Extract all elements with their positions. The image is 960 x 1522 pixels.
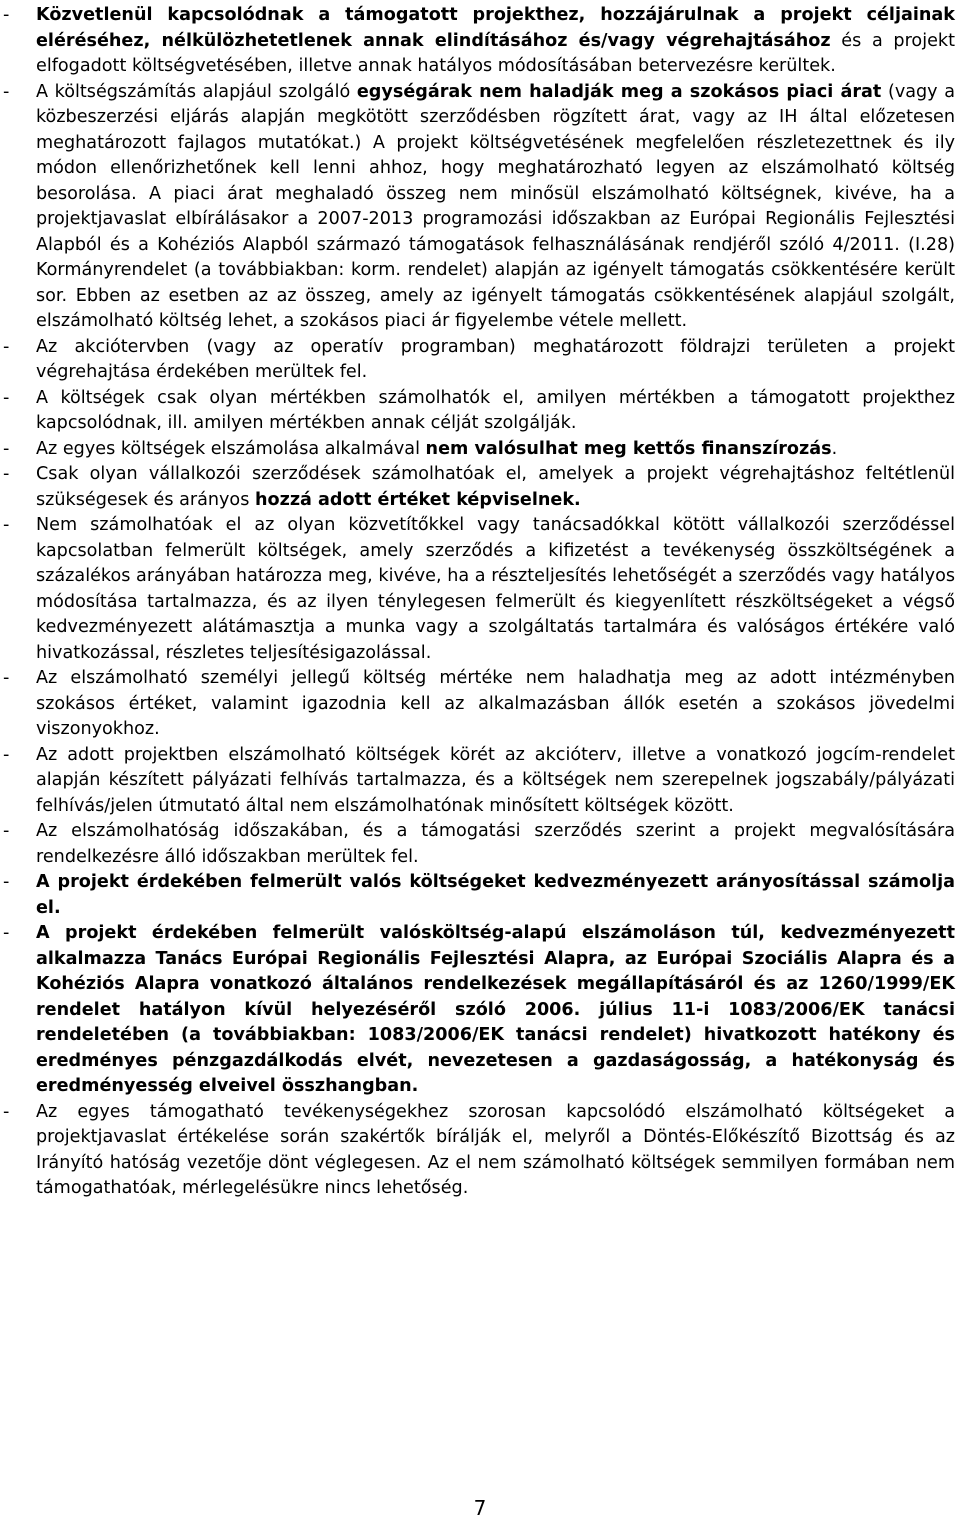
list-item-text bbox=[36, 80, 955, 335]
text-segment: és a projekt elfogadott költségvetésében, illetve annak hatályos módosításában betervezésre kerültek. bbox=[36, 30, 955, 76]
bold-text: Közvetlenül kapcsolódnak a támogatott projekthez, hozzájárulnak a projekt céljainak eléréséhez, nélkülözhetetlenek annak elindításához és/vagy végrehajtásához bbox=[36, 5, 955, 51]
list-item bbox=[0, 921, 960, 1100]
list-item-text bbox=[36, 3, 955, 80]
list-item bbox=[0, 462, 960, 513]
text-segment: Az elszámolható személyi jellegű költség mértéke nem haladhatja meg az adott intézményben szokásos értéket, valamint igazodnia kell az alkalmazásban állók esetén a szokásos jövedelmi viszonyokhoz. bbox=[36, 668, 955, 739]
text-segment: Az egyes költségek elszámolása alkalmával bbox=[36, 438, 426, 459]
criteria-list bbox=[0, 3, 960, 1202]
bullet-dash: - bbox=[3, 464, 10, 484]
bullet-dash: - bbox=[3, 872, 10, 892]
bullet-dash: - bbox=[3, 923, 10, 943]
page-number: 7 bbox=[473, 1496, 487, 1520]
text-segment: Nem számolhatóak el az olyan közvetítőkkel vagy tanácsadókkal kötött vállalkozói szerződéssel kapcsolatban felmerült költségek, amely szerződés a kifizetést a tevékenység összköltségének a százalékos arányában határozza meg, kivéve, ha a részteljesítés lehetőségét a szerződés vagy hatályos módosítása tartalmazza, és az ilyen ténylegesen felmerült és kiegyenlített részköltségeket a végső kedvezményezett alátámasztja a munka vagy a szolgáltatás tartalmára és valóságos értékére való hivatkozással, részletes teljesítésigazolással. bbox=[36, 515, 955, 663]
text-segment: Az akciótervben (vagy az operatív programban) meghatározott földrajzi területen a projekt végrehajtása érdekében merültek fel. bbox=[36, 336, 955, 382]
list-item-text bbox=[36, 1100, 955, 1202]
bullet-dash: - bbox=[3, 821, 10, 841]
list-item bbox=[0, 80, 960, 335]
list-item bbox=[0, 335, 960, 386]
bullet-dash: - bbox=[3, 668, 10, 688]
list-item-text bbox=[36, 335, 955, 386]
bold-text: A projekt érdekében felmerült valós költségeket kedvezményezett arányosítással számolja el. bbox=[36, 872, 955, 918]
list-item bbox=[0, 386, 960, 437]
list-item bbox=[0, 513, 960, 666]
list-item-text bbox=[36, 386, 955, 437]
list-item-text bbox=[36, 437, 955, 463]
bullet-dash: - bbox=[3, 744, 10, 765]
list-item-text bbox=[36, 921, 955, 1100]
bold-text: A projekt érdekében felmerült valósköltség-alapú elszámoláson túl, kedvezményezett alkalmazza Tanács Európai Regionális Fejlesztési Alapra, az Európai Szociális Alapra és a Kohéziós Alapra vonatkozó általános rendelkezések megállapításáról és az 1260/1999/EK rendelet hatályon kívül helyezéséről szóló 2006. július 11-i 1083/2006/EK tanácsi rendeletében (a továbbiakban: 1083/2006/EK tanácsi rendelet) hivatkozott hatékony és eredményes pénzgazdálkodás elvét, nevezetesen a gazdaságosság, a hatékonyság és eredményesség elveivel összhangban. bbox=[36, 923, 955, 1096]
text-segment: (vagy a közbeszerzési eljárás alapján megkötött szerződésben rögzített árat, vagy az IH által előzetesen meghatározott fajlagos mutatókat.) A projekt költségvetésének megfelelően részletezettnek és ily módon ellenőrizhetőnek kell lenni ahhoz, hogy meghatározható legyen az elszámolható költség besorolása. A piaci árat meghaladó összeg nem minősül elszámolható költségnek, kivéve, ha a projektjavaslat elbírálásakor a 2007-2013 programozási időszakban az Európai Regionális Fejlesztési Alapból és a Kohéziós Alapból származó támogatások felhasználásának rendjéről szóló 4/2011. (I.28) Kormányrendelet (a továbbiakban: korm. rendelet) alapján az igényelt támogatás csökkentésére került sor. Ebben az esetben az az összeg, amely az igényelt támogatás csökkentésének alapjául szolgált, elszámolható költség lehet, a szokásos piaci ár figyelembe vétele mellett. bbox=[36, 81, 956, 331]
text-segment: Az adott projektben elszámolható költségek körét az akcióterv, illetve a vonatkozó jogcím-rendelet alapján készített pályázati felhívás tartalmazza, és a költségek nem szerepelnek jogszabály/pályázati felhívás/jelen útmutató által nem elszámolhatónak minősített költségek között. bbox=[36, 744, 955, 816]
bold-text: hozzá adott értéket képviselnek. bbox=[254, 489, 581, 510]
list-item bbox=[0, 437, 960, 463]
bold-text: egységárak nem haladják meg a szokásos piaci árat bbox=[356, 81, 882, 102]
list-item bbox=[0, 666, 960, 743]
bullet-dash: - bbox=[3, 515, 10, 535]
text-segment: Az egyes támogatható tevékenységekhez szorosan kapcsolódó elszámolható költségeket a projektjavaslat értékelése során szakértők bírálják el, melyről a Döntés-Előkészítő Bizottság és az Irányító hatóság vezetője dönt véglegesen. Az el nem számolható költségek semmilyen formában nem támogathatóak, mérlegelésükre nincs lehetőség. bbox=[36, 1101, 955, 1198]
bullet-dash: - bbox=[3, 387, 10, 408]
bullet-dash: - bbox=[3, 1101, 10, 1122]
text-segment: Az elszámolhatóság időszakában, és a támogatási szerződés szerint a projekt megvalósítására rendelkezésre álló időszakban merültek fel. bbox=[36, 821, 955, 867]
bullet-dash: - bbox=[3, 5, 10, 25]
text-segment: A költségek csak olyan mértékben számolhatók el, amilyen mértékben a támogatott projekthez kapcsolódnak, ill. amilyen mértékben annak célját szolgálják. bbox=[36, 387, 955, 433]
list-item bbox=[0, 870, 960, 921]
list-item-text bbox=[36, 666, 955, 743]
list-item bbox=[0, 1100, 960, 1202]
bold-text: nem valósulhat meg kettős finanszírozás bbox=[425, 438, 832, 459]
list-item-text bbox=[36, 819, 955, 870]
list-item bbox=[0, 3, 960, 80]
text-segment: Csak olyan vállalkozói szerződések számolhatóak el, amelyek a projekt végrehajtáshoz feltétlenül szükségesek és arányos bbox=[36, 464, 955, 510]
text-segment: A költségszámítás alapjául szolgáló bbox=[36, 81, 357, 102]
bullet-dash: - bbox=[3, 438, 10, 459]
bullet-dash: - bbox=[3, 81, 10, 102]
list-item-text bbox=[36, 462, 955, 513]
list-item-text bbox=[36, 870, 955, 921]
list-item-text bbox=[36, 513, 955, 666]
list-item-text bbox=[36, 743, 955, 820]
bullet-dash: - bbox=[3, 336, 10, 357]
list-item bbox=[0, 743, 960, 820]
list-item bbox=[0, 819, 960, 870]
text-segment: . bbox=[831, 438, 838, 459]
